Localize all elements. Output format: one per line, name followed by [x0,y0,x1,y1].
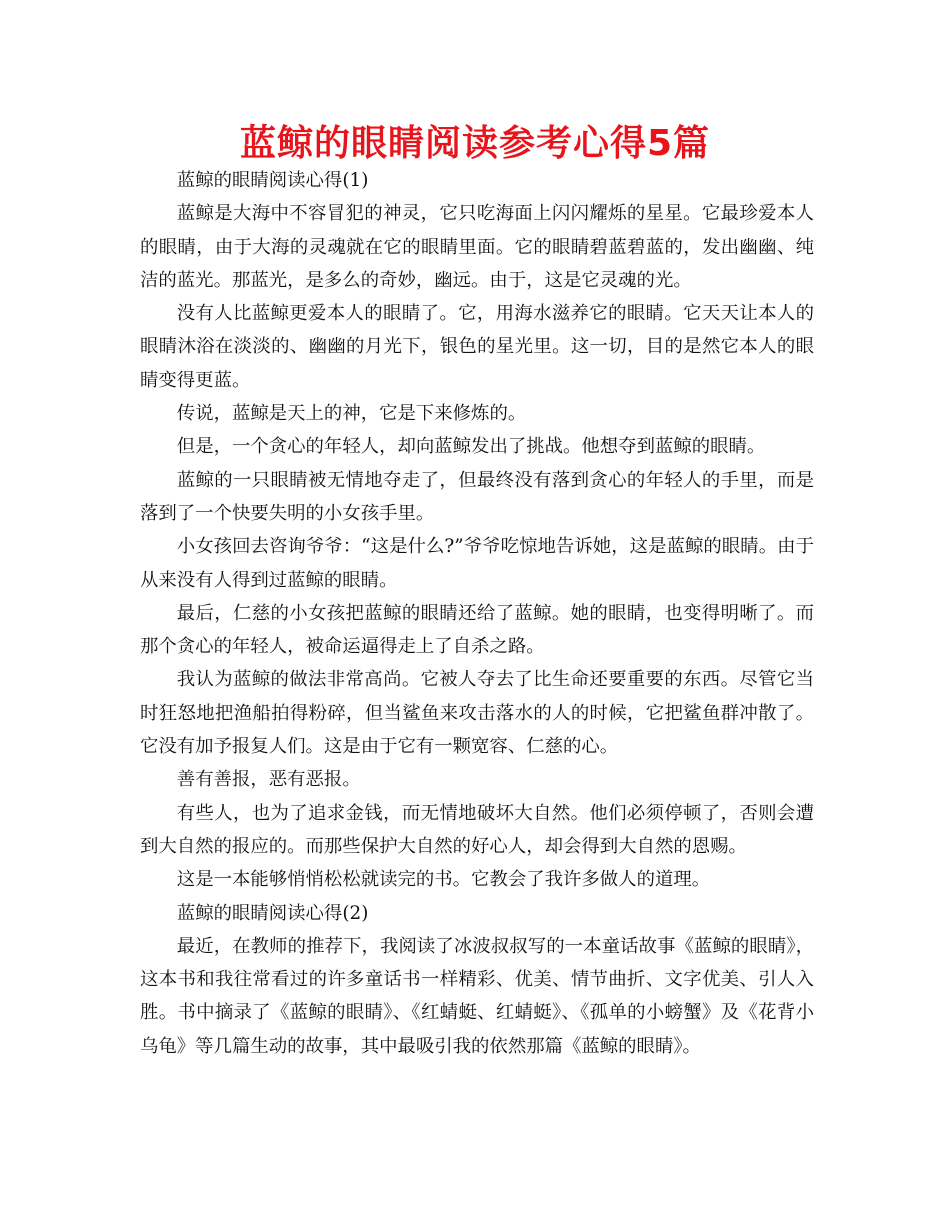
paragraph: 最近，在教师的推荐下，我阅读了冰波叔叔写的一本童话故事《蓝鲸的眼睛》，这本书和我往常看过的许多童话书一样精彩、优美、情节曲折、文字优美、引人入胜。书中摘录了《蓝鲸的眼睛》、《红蜻蜓、红蜻蜓》、《孤单的小螃蟹》及《花背小乌龟》等几篇生动的故事，其中最吸引我的依然那篇《蓝鲸的眼睛》。 [140,935,814,1057]
paragraph: 善有善报，恶有恶报。 [176,769,361,791]
paragraph: 有些人，也为了追求金钱，而无情地破坏大自然。他们必须停顿了，否则会遭到大自然的报应的。而那些保护大自然的好心人，却会得到大自然的恩赐。 [140,802,814,857]
subheading-2: 蓝鲸的眼睛阅读心得(2) [176,902,369,924]
paragraph: 最后，仁慈的小女孩把蓝鲸的眼睛还给了蓝鲸。她的眼睛，也变得明晰了。而那个贪心的年轻人，被命运逼得走上了自杀之路。 [140,602,814,658]
paragraph: 但是，一个贪心的年轻人，却向蓝鲸发出了挑战。他想夺到蓝鲸的眼睛。 [176,436,766,458]
paragraph: 没有人比蓝鲸更爱本人的眼睛了。它，用海水滋养它的眼睛。它天天让本人的眼睛沐浴在淡淡的、幽幽的月光下，银色的星光里。这一切，目的是然它本人的眼睛变得更蓝。 [140,303,814,391]
document-body [140,164,814,1063]
paragraph: 传说，蓝鲸是天上的神，它是下来修炼的。 [176,403,527,425]
paragraph: 这是一本能够悄悄松松就读完的书。它教会了我许多做人的道理。 [176,869,711,891]
paragraph: 蓝鲸的一只眼睛被无情地夺走了，但最终没有落到贪心的年轻人的手里，而是落到了一个快要失明的小女孩手里。 [140,469,814,524]
paragraph: 小女孩回去咨询爷爷：“这是什么?”爷爷吃惊地告诉她，这是蓝鲸的眼睛。由于从来没有人得到过蓝鲸的眼睛。 [140,536,814,591]
subheading-1: 蓝鲸的眼睛阅读心得(1) [176,170,369,191]
paragraph: 我认为蓝鲸的做法非常高尚。它被人夺去了比生命还要重要的东西。尽管它当时狂怒地把渔船拍得粉碎，但当鲨鱼来攻击落水的人的时候，它把鲨鱼群冲散了。它没有加予报复人们。这是由于它有一颗宽容、仁慈的心。 [140,669,814,758]
paragraph: 蓝鲸是大海中不容冒犯的神灵，它只吃海面上闪闪耀烁的星星。它最珍爱本人的眼睛，由于大海的灵魂就在它的眼睛里面。它的眼睛碧蓝碧蓝的，发出幽幽、纯洁的蓝光。那蓝光，是多么的奇妙，幽远。由于，这是它灵魂的光。 [140,203,814,291]
document-title: 蓝鲸的眼睛阅读参考心得5篇 [239,123,711,164]
